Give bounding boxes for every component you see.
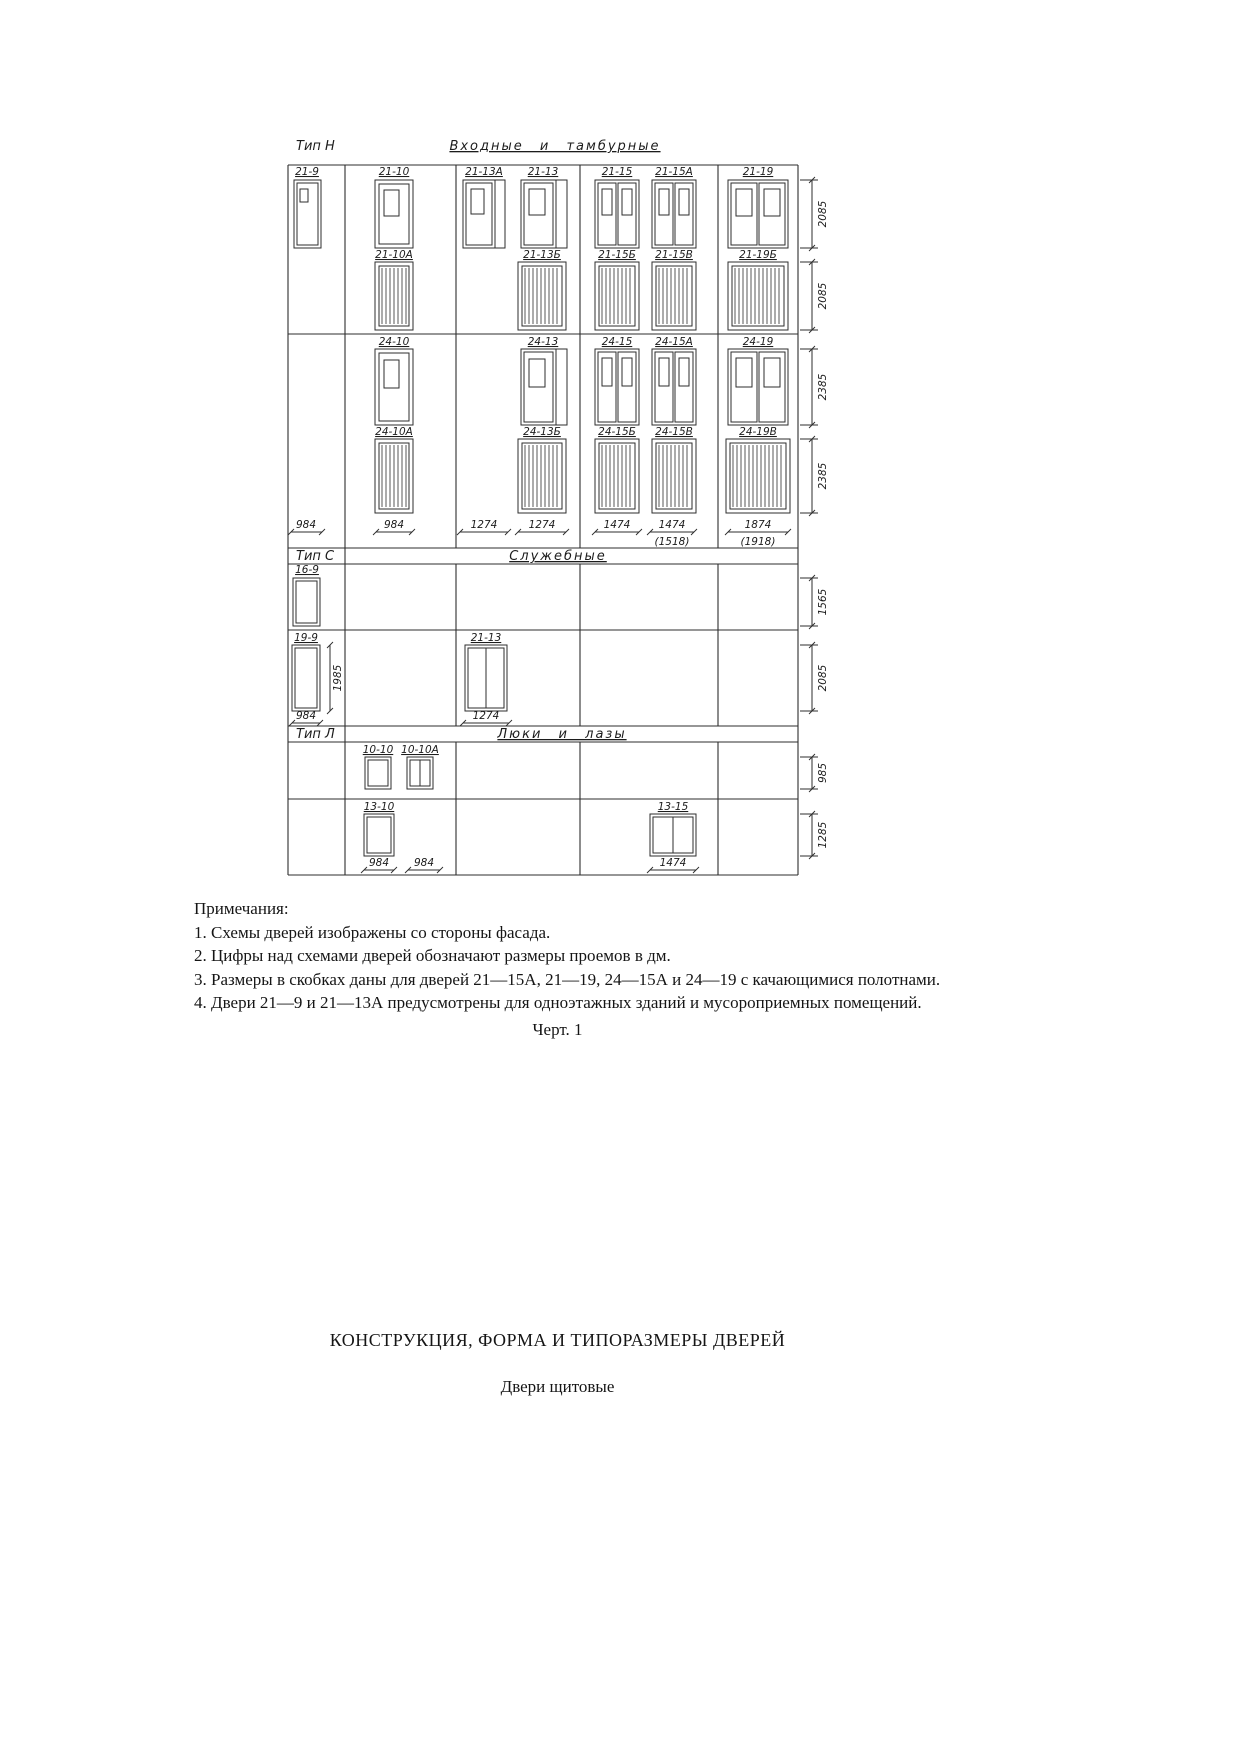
door-label: 21-13А [465, 166, 503, 178]
door-label: 21-19Б [739, 249, 777, 261]
door-21-15v-louver [652, 262, 696, 330]
dimension-label: 2085 [817, 664, 829, 692]
door-24-10a-louver [375, 439, 413, 513]
door-16-9 [293, 578, 320, 626]
dimension-label: 1274 [472, 710, 500, 722]
door-21-15 [595, 180, 639, 248]
type-c-title: Служебные [509, 549, 607, 564]
door-label: 24-19 [742, 336, 774, 348]
door-21-19b-louver [728, 262, 788, 330]
note-4: 4. Двери 21—9 и 21—13А предусмотрены для одноэтажных зданий и мусороприемных помещений. [194, 993, 922, 1012]
hatch-13-10 [364, 814, 394, 856]
door-label: 24-19В [739, 426, 777, 438]
door-label: 24-13Б [523, 426, 561, 438]
note-1: 1. Схемы дверей изображены со стороны фасада. [194, 922, 551, 942]
door-label: 21-13 [527, 166, 559, 178]
right-dimension-lines [800, 177, 818, 859]
hatch-13-15 [650, 814, 696, 856]
door-21-9 [294, 180, 321, 248]
section-subheading: Двери щитовые [500, 1377, 615, 1396]
door-label: 21-9 [295, 166, 319, 178]
door-label: 19-9 [294, 632, 318, 644]
dimension-label: 2385 [817, 462, 829, 490]
door-21-19 [728, 180, 788, 248]
dimension-label: 2085 [817, 200, 829, 228]
door-21-13 [521, 180, 567, 248]
door-label: 21-15В [655, 249, 693, 261]
note-3: 3. Размеры в скобках даны для дверей 21—15А, 21—19, 24—15А и 24—19 с качающимися полотнами. [194, 969, 941, 989]
dimension-label: 984 [368, 857, 390, 869]
door-label: 21-15Б [598, 249, 636, 261]
door-label: 16-9 [295, 564, 319, 576]
section-heading: КОНСТРУКЦИЯ, ФОРМА И ТИПОРАЗМЕРЫ ДВЕРЕЙ [329, 1330, 786, 1350]
door-label: 24-15 [601, 336, 633, 348]
type-n-title: Входные и тамбурные [449, 139, 661, 154]
door-label: 21-19 [742, 166, 774, 178]
hatch-10-10 [365, 757, 391, 789]
dimension-label: 984 [413, 857, 435, 869]
door-24-15 [595, 349, 639, 425]
dimension-label: 984 [383, 519, 405, 531]
door-24-15a [652, 349, 696, 425]
door-24-15v-louver [652, 439, 696, 513]
door-19-9 [292, 645, 320, 711]
dimension-label: 1274 [470, 519, 498, 531]
dimension-label: (1518) [654, 536, 690, 548]
door-24-15b-louver [595, 439, 639, 513]
door-21-15b-louver [595, 262, 639, 330]
dimension-label: 1565 [817, 588, 829, 616]
type-n-label: Тип Н [296, 139, 335, 154]
door-label: 21-13 [470, 632, 502, 644]
dimension-label: 1474 [603, 519, 631, 531]
door-21-15a [652, 180, 696, 248]
type-l-title: Люки и лазы [497, 727, 627, 742]
door-label: 10-10 [362, 744, 394, 756]
door-24-13 [521, 349, 567, 425]
door-label: 13-10 [363, 801, 395, 813]
door-label: 21-15А [655, 166, 693, 178]
type-l-label: Тип Л [296, 727, 335, 742]
door-label: 24-10А [375, 426, 413, 438]
dimension-label: 1285 [817, 821, 829, 849]
door-21-13a [463, 180, 505, 248]
door-24-19v-louver [726, 439, 790, 513]
door-21-10 [375, 180, 413, 248]
type-c-label: Тип С [296, 549, 335, 564]
dimension-label: 1874 [744, 519, 772, 531]
dimension-label: 2385 [817, 373, 829, 401]
dimension-label: 1985 [332, 664, 344, 692]
notes-title: Примечания: [194, 899, 289, 918]
door-label: 24-13 [527, 336, 559, 348]
door-label: 10-10А [401, 744, 439, 756]
door-24-13b-louver [518, 439, 566, 513]
door-label: 24-15В [655, 426, 693, 438]
dimension-label: 985 [817, 762, 829, 784]
door-label: 21-10 [378, 166, 410, 178]
door-21-10a-louver [375, 262, 413, 330]
notes-block [168, 897, 947, 1041]
dimension-label: (1918) [740, 536, 776, 548]
door-label: 13-15 [657, 801, 689, 813]
dimension-label: 2085 [817, 282, 829, 310]
dimension-label: 1474 [659, 857, 687, 869]
door-24-10 [375, 349, 413, 425]
door-label: 24-10 [378, 336, 410, 348]
door-label: 21-10А [375, 249, 413, 261]
door-label: 24-15А [655, 336, 693, 348]
dimension-label: 984 [295, 710, 317, 722]
door-21-13b-louver [518, 262, 566, 330]
door-label: 21-15 [601, 166, 633, 178]
door-21-13-service [465, 645, 507, 711]
hatch-10-10a [407, 757, 433, 789]
door-24-19 [728, 349, 788, 425]
dimension-label: 984 [295, 519, 317, 531]
door-label: 21-13Б [523, 249, 561, 261]
dimension-label: 1274 [528, 519, 556, 531]
door-label: 24-15Б [598, 426, 636, 438]
dimension-lines-l [361, 867, 699, 873]
figure-caption: Черт. 1 [532, 1019, 583, 1039]
dimension-label: 1474 [658, 519, 686, 531]
note-2: 2. Цифры над схемами дверей обозначают размеры проемов в дм. [194, 946, 671, 965]
